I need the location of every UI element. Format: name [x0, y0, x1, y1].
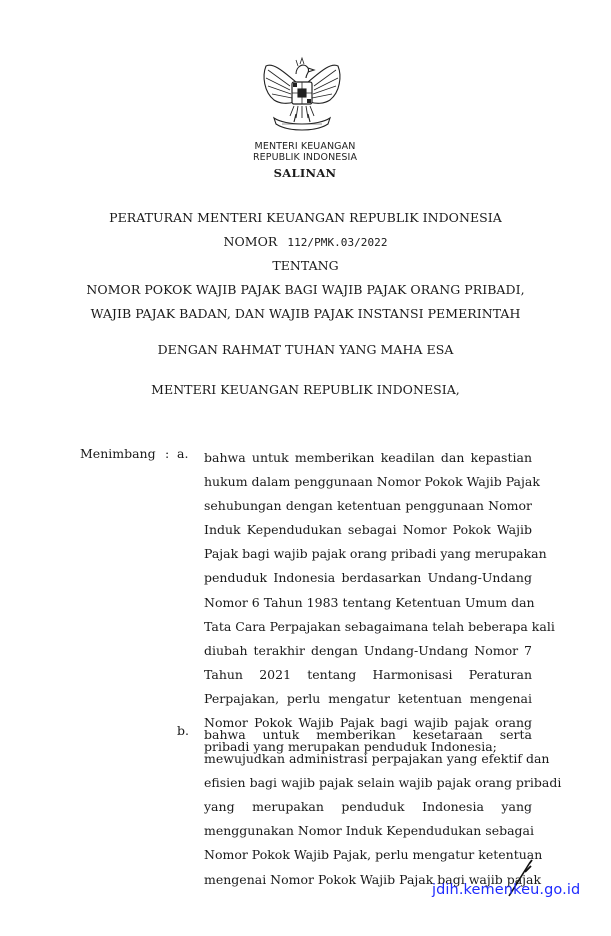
subject-line-1: NOMOR POKOK WAJIB PAJAK BAGI WAJIB PAJAK ORANG PRIBADI,	[86, 282, 525, 297]
text-line: mewujudkan administrasi perpajakan yang efektif dan	[204, 751, 550, 767]
text-line: bahwa untuk memberikan keadilan dan kepastian	[204, 450, 532, 465]
blessing-line: DENGAN RAHMAT TUHAN YANG MAHA ESA	[157, 342, 454, 357]
copy-label: SALINAN	[273, 166, 337, 180]
subject-line-2: WAJIB PAJAK BADAN, DAN WAJIB PAJAK INSTANSI PEMERINTAH	[90, 306, 521, 321]
text-line: hukum dalam penggunaan Nomor Pokok Wajib Pajak	[204, 474, 540, 490]
text-line: Nomor 6 Tahun 1983 tentang Ketentuan Umum dan	[204, 594, 535, 610]
text-line: sehubungan dengan ketentuan penggunaan Nomor	[204, 498, 532, 514]
regulation-title: PERATURAN MENTERI KEUANGAN REPUBLIK INDONESIA	[109, 210, 502, 225]
text-line: Perpajakan, perlu mengatur ketentuan mengenai	[204, 690, 532, 706]
text-line: menggunakan Nomor Induk Kependudukan sebagai	[204, 823, 535, 839]
item-letter: a.	[177, 446, 189, 461]
text-line: penduduk Indonesia berdasarkan Undang-Undang	[204, 570, 532, 586]
text-line: Nomor Pokok Wajib Pajak, perlu mengatur ketentuan	[204, 847, 543, 863]
text-line: mengenai Nomor Pokok Wajib Pajak bagi wajib pajak	[204, 871, 542, 887]
issuer-line: MENTERI KEUANGAN REPUBLIK INDONESIA,	[151, 382, 460, 397]
item-letter: b.	[177, 723, 189, 738]
text-line: Tata Cara Perpajakan sebagaimana telah beberapa kali	[204, 618, 555, 634]
nomor-label: NOMOR	[223, 234, 278, 249]
text-line: pribadi yang merupakan penduduk Indonesia;	[204, 739, 497, 755]
text-line: Induk Kependudukan sebagai Nomor Pokok Wajib	[204, 522, 532, 538]
jdih-website-link[interactable]: jdih.kemenkeu.go.id	[432, 882, 581, 898]
text-line: Pajak bagi wajib pajak orang pribadi yang merupakan	[204, 546, 547, 562]
tentang-label: TENTANG	[272, 258, 339, 273]
text-line: efisien bagi wajib pajak selain wajib pajak orang pribadi	[204, 775, 562, 791]
text-line: diubah terakhir dengan Undang-Undang Nomor 7	[204, 642, 532, 658]
regulation-number	[0, 234, 611, 249]
garuda-emblem-icon	[256, 52, 348, 138]
considering-label: Menimbang	[80, 446, 156, 461]
text-line: yang merupakan penduduk Indonesia yang	[204, 799, 532, 815]
text-line: Tahun 2021 tentang Harmonisasi Peraturan	[204, 666, 532, 682]
text-line: Nomor Pokok Wajib Pajak bagi wajib pajak orang	[204, 715, 532, 731]
ministry-name-line-1: MENTERI KEUANGAN	[254, 141, 356, 152]
ministry-name-line-2: REPUBLIK INDONESIA	[252, 152, 358, 163]
text-line: bahwa untuk memberikan kesetaraan serta	[204, 727, 532, 742]
considering-colon: :	[165, 446, 170, 461]
nomor-value: 112/PMK.03/2022	[287, 236, 388, 249]
